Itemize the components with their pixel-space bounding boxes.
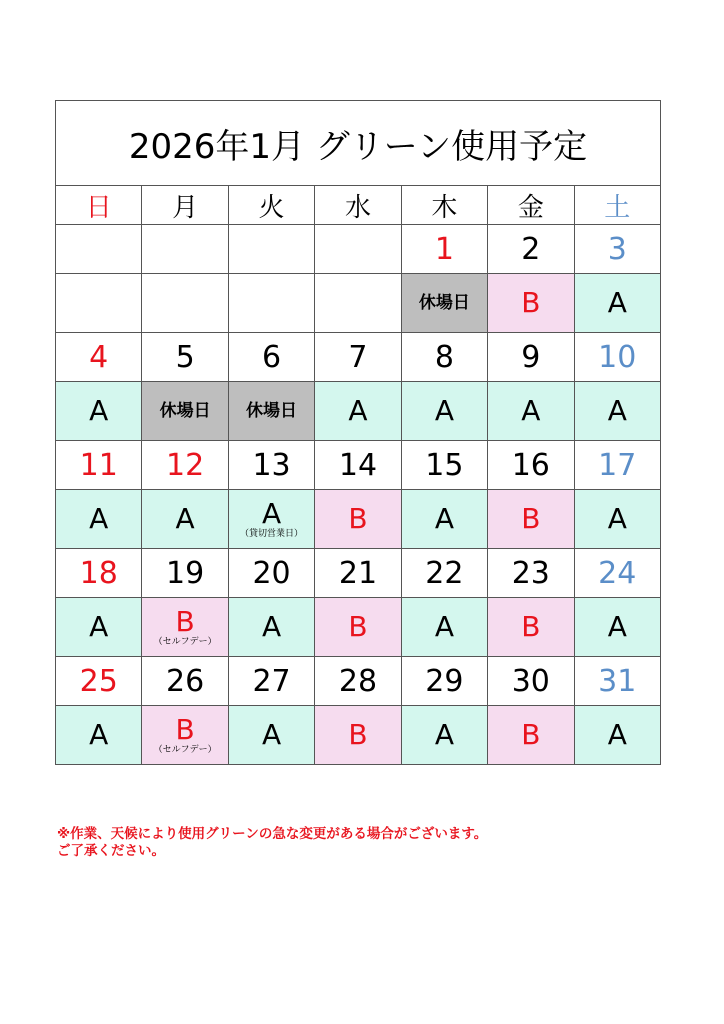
green-status-cell [574,382,660,441]
green-status-row [56,598,661,657]
date-cell: 8 [401,333,487,382]
green-status-row [56,382,661,441]
green-status-cell [228,490,314,549]
green-label: A [434,718,454,751]
green-label: A [607,286,627,319]
green-label: A [261,610,282,643]
green-label: A [607,502,627,535]
closed-label: 休場日 [159,400,211,421]
date-cell: 12 [142,441,228,490]
date-cell: 2 [488,225,574,274]
green-status-cell [315,490,401,549]
green-status-cell [401,706,487,765]
green-label: A [89,394,109,427]
green-status-cell [142,490,228,549]
green-label: A [89,718,109,751]
green-label: A [175,502,195,535]
date-row [56,441,661,490]
notes [57,826,697,860]
date-cell: 1 [401,225,487,274]
weekday-thu: 木 [401,186,487,225]
page-title: 2026年1月 グリーン使用予定 [56,101,661,186]
green-status-cell [574,490,660,549]
weekday-tue: 火 [228,186,314,225]
green-label: B [348,610,368,643]
green-status-cell [574,274,660,333]
date-cell: 6 [228,333,314,382]
date-cell: 20 [228,549,314,598]
date-cell [228,225,314,274]
date-cell: 23 [488,549,574,598]
green-status-cell [228,382,314,441]
green-label: B [175,604,195,638]
green-status-cell [142,706,228,765]
date-cell: 3 [574,225,660,274]
green-status-cell [488,490,574,549]
closed-label: 休場日 [418,292,470,313]
green-status-cell [488,382,574,441]
date-cell: 17 [574,441,660,490]
date-cell: 30 [488,657,574,706]
green-status-cell [142,274,228,333]
green-label: A [607,718,627,751]
green-label: A [434,502,454,535]
green-label: B [521,502,541,535]
date-cell: 4 [56,333,142,382]
date-cell: 21 [315,549,401,598]
green-status-cell [142,598,228,657]
closed-label: 休場日 [246,400,298,421]
green-label: A [89,610,109,643]
green-status-cell [228,274,314,333]
green-status-cell [574,706,660,765]
green-status-cell [488,706,574,765]
weekday-wed: 水 [315,186,401,225]
date-row [56,549,661,598]
status-note: （セルフデー） [153,636,217,647]
green-status-cell [228,598,314,657]
green-label: B [348,502,368,535]
weekday-header-row [56,186,661,225]
date-row [56,333,661,382]
green-label: A [434,610,454,643]
note-line: ※作業、天候により使用グリーンの急な変更がある場合がございます。 [57,826,488,842]
date-cell: 27 [228,657,314,706]
weekday-sun: 日 [56,186,142,225]
date-cell [315,225,401,274]
green-label: A [89,502,109,535]
date-cell: 25 [56,657,142,706]
green-status-cell [401,274,487,333]
green-status-cell [315,706,401,765]
calendar-table [55,100,661,765]
green-status-cell [488,274,574,333]
date-cell: 22 [401,549,487,598]
green-status-cell [315,382,401,441]
date-cell: 29 [401,657,487,706]
green-label: A [607,610,627,643]
green-status-cell [315,598,401,657]
green-label: A [261,496,282,530]
date-cell: 7 [315,333,401,382]
date-cell: 28 [315,657,401,706]
date-cell [56,225,142,274]
date-cell: 18 [56,549,142,598]
green-status-cell [56,490,142,549]
green-label: A [607,394,627,427]
date-cell: 14 [315,441,401,490]
green-status-cell [56,706,142,765]
date-cell: 10 [574,333,660,382]
date-cell: 19 [142,549,228,598]
green-label: A [434,394,454,427]
green-label: B [521,286,541,319]
green-status-cell [56,382,142,441]
green-label: A [521,394,541,427]
green-status-cell [56,598,142,657]
green-label: A [261,718,282,751]
weekday-sat: 土 [574,186,660,225]
green-status-cell [228,706,314,765]
date-cell: 15 [401,441,487,490]
green-status-row [56,706,661,765]
green-label: B [175,712,195,746]
green-status-row [56,490,661,549]
date-cell: 16 [488,441,574,490]
green-status-cell [488,598,574,657]
date-cell: 31 [574,657,660,706]
date-cell: 5 [142,333,228,382]
status-note: （貸切営業日） [240,528,304,539]
date-row [56,225,661,274]
weekday-fri: 金 [488,186,574,225]
status-note: （セルフデー） [153,744,217,755]
green-status-cell [401,490,487,549]
green-status-cell [574,598,660,657]
date-row [56,657,661,706]
green-status-cell [401,598,487,657]
green-status-cell [56,274,142,333]
weekday-mon: 月 [142,186,228,225]
green-status-cell [401,382,487,441]
note-line: ご了承ください。 [57,843,165,859]
green-status-cell [315,274,401,333]
date-cell [142,225,228,274]
date-cell: 24 [574,549,660,598]
green-label: B [348,718,368,751]
green-label: B [521,610,541,643]
date-cell: 11 [56,441,142,490]
date-cell: 26 [142,657,228,706]
green-status-cell [142,382,228,441]
date-cell: 13 [228,441,314,490]
green-label: B [521,718,541,751]
green-status-row [56,274,661,333]
date-cell: 9 [488,333,574,382]
green-label: A [348,394,368,427]
